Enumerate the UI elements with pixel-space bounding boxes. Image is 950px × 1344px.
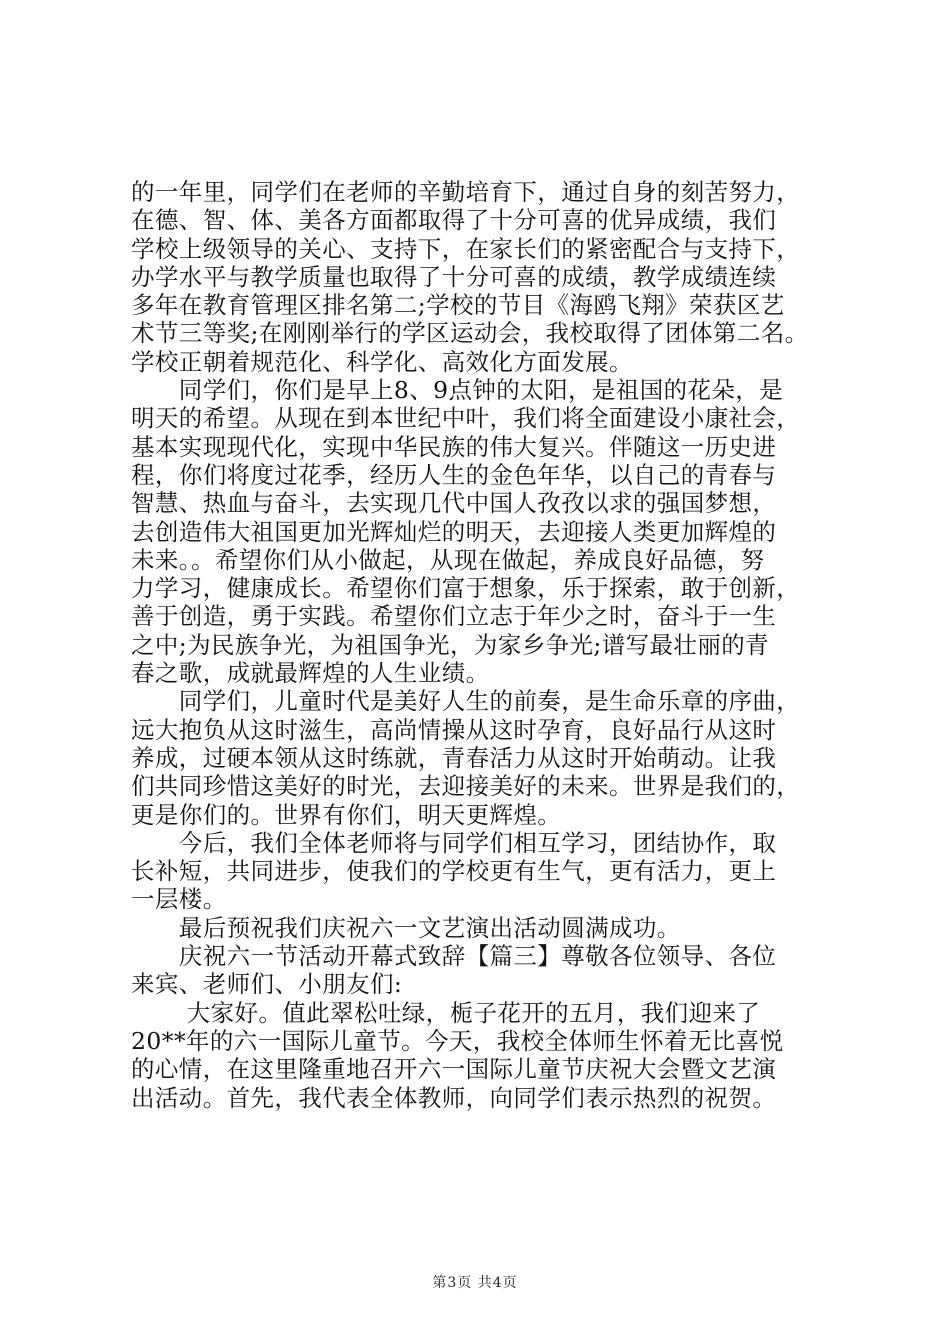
text-line: 大家好。值此翠松吐绿，栀子花开的五月，我们迎来了 [131, 998, 761, 1027]
text-line: 20**年的六一国际儿童节。今天，我校全体师生怀着无比喜悦 [131, 1026, 784, 1055]
text-line: 同学们，你们是早上8、9点钟的太阳，是祖国的花朵，是 [131, 376, 784, 405]
text-line: 智慧、热血与奋斗，去实现几代中国人孜孜以求的强国梦想， [131, 489, 777, 518]
text-line: 更是你们的。世界有你们，明天更辉煌。 [131, 800, 562, 829]
text-line: 多年在教育管理区排名第二;学校的节目《海鸥飞翔》荣获区艺 [131, 291, 785, 320]
text-line: 的心情，在这里隆重地召开六一国际儿童节庆祝大会暨文艺演 [131, 1055, 777, 1084]
text-line: 来宾、老师们、小朋友们: [131, 970, 403, 999]
text-line: 们共同珍惜这美好的时光，去迎接美好的未来。世界是我们的， [131, 772, 801, 801]
text-line: 基本实现现代化，实现中华民族的伟大复兴。伴随这一历史进 [131, 432, 777, 461]
text-line: 同学们，儿童时代是美好人生的前奏，是生命乐章的序曲， [131, 687, 801, 716]
text-line: 最后预祝我们庆祝六一文艺演出活动圆满成功。 [131, 913, 681, 942]
text-line: 养成，过硬本领从这时练就，青春活力从这时开始萌动。让我 [131, 743, 777, 772]
text-line: 今后，我们全体老师将与同学们相互学习，团结协作，取 [131, 828, 777, 857]
text-line: 学校上级领导的关心、支持下，在家长们的紧密配合与支持下， [131, 234, 801, 263]
document-body [131, 178, 831, 1112]
page-number-footer: 第3页 共4页 [432, 1275, 518, 1291]
text-line: 力学习，健康成长。希望你们富于想象，乐于探索，敢于创新， [131, 574, 801, 603]
text-line: 的一年里，同学们在老师的辛勤培育下，通过自身的刻苦努力， [131, 178, 801, 206]
text-line: 明天的希望。从现在到本世纪中叶，我们将全面建设小康社会， [131, 404, 801, 433]
text-line: 程，你们将度过花季，经历人生的金色年华，以自己的青春与 [131, 460, 777, 489]
text-line: 办学水平与教学质量也取得了十分可喜的成绩，教学成绩连续 [131, 262, 777, 291]
text-line: 术节三等奖;在刚刚举行的学区运动会，我校取得了团体第二名。 [131, 319, 809, 348]
text-line: 善于创造，勇于实践。希望你们立志于年少之时，奋斗于一生 [131, 602, 777, 631]
text-line: 长补短，共同进步，使我们的学校更有生气，更有活力，更上 [131, 857, 777, 886]
text-line: 一层楼。 [131, 885, 227, 914]
text-line: 未来。。希望你们从小做起，从现在做起，养成良好品德，努 [131, 545, 765, 574]
text-line: 春之歌，成就最辉煌的人生业绩。 [131, 659, 490, 688]
text-line: 在德、智、体、美各方面都取得了十分可喜的优异成绩，我们 [131, 206, 777, 235]
text-line: 远大抱负从这时滋生，高尚情操从这时孕育，良好品行从这时 [131, 715, 777, 744]
text-line: 去创造伟大祖国更加光辉灿烂的明天，去迎接人类更加辉煌的 [131, 517, 777, 546]
text-line: 庆祝六一节活动开幕式致辞【篇三】尊敬各位领导、各位 [131, 942, 777, 971]
text-line: 出活动。首先，我代表全体教师，向同学们表示热烈的祝贺。 [131, 1083, 777, 1112]
text-line: 学校正朝着规范化、科学化、高效化方面发展。 [131, 347, 633, 376]
text-line: 之中;为民族争光，为祖国争光，为家乡争光;谱写最壮丽的青 [131, 630, 770, 659]
